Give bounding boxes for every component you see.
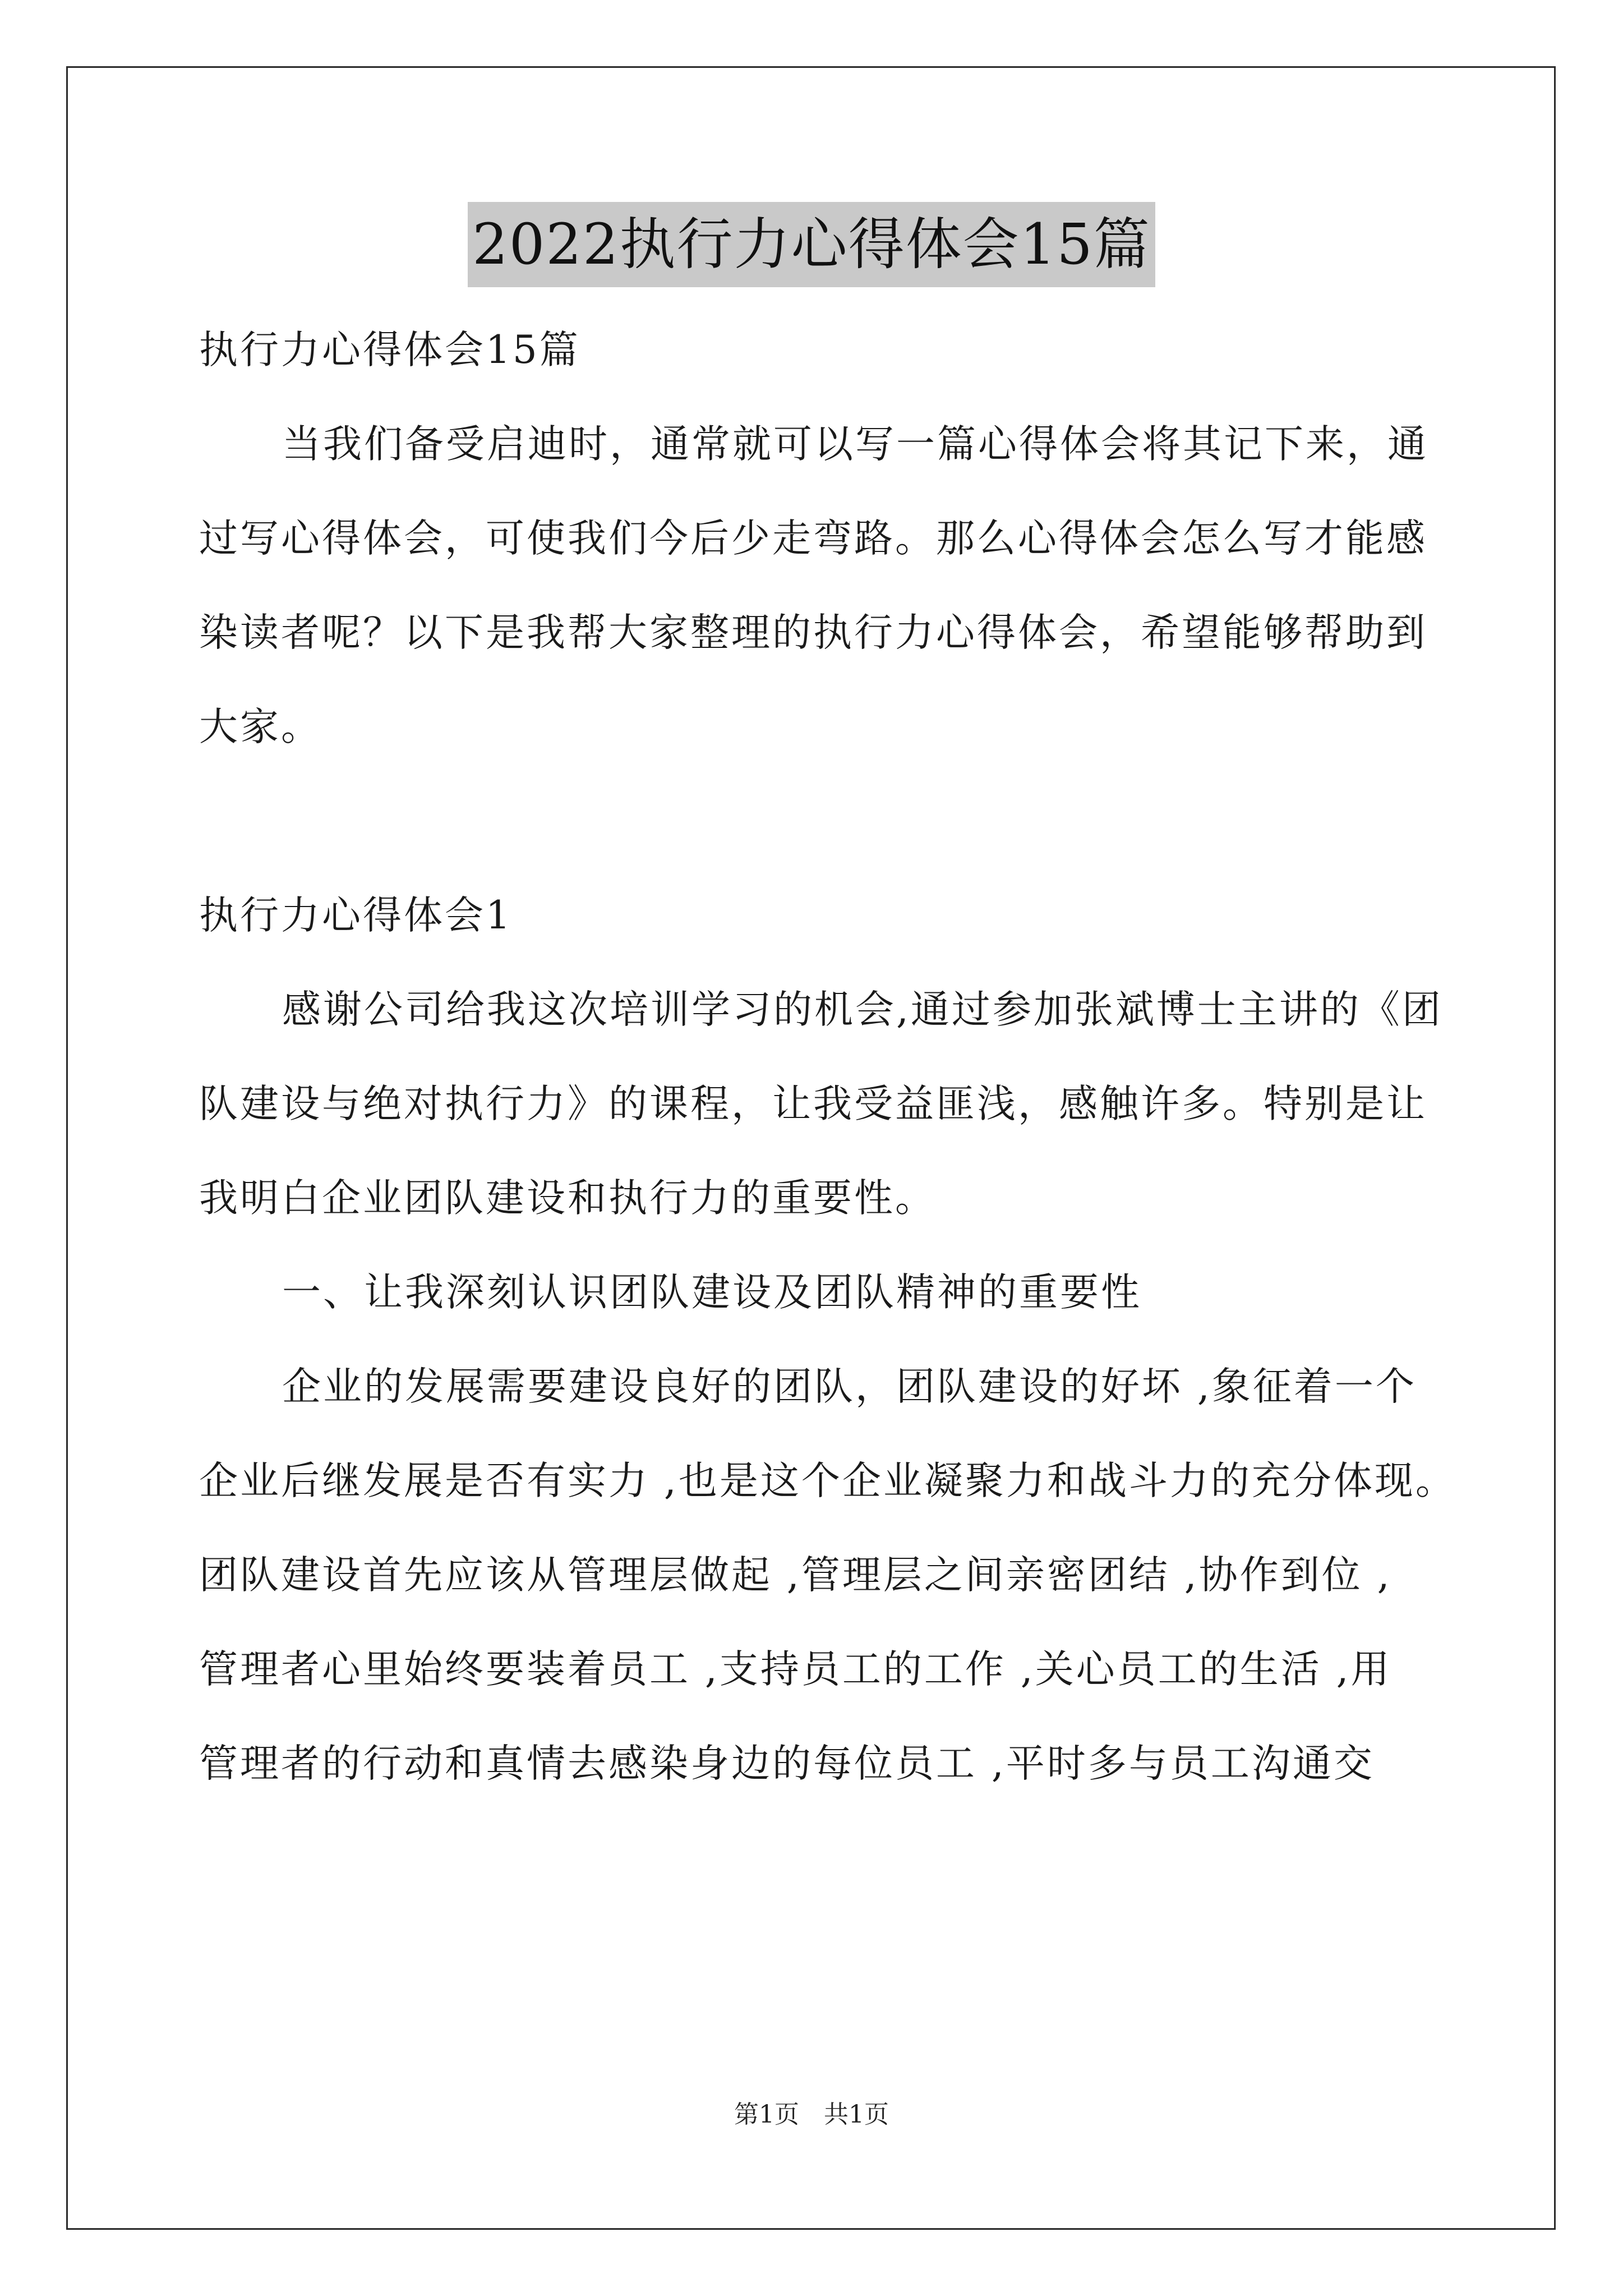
page-footer: 第1页 共1页 bbox=[734, 2100, 889, 2129]
intro-line-3: 染读者呢？以下是我帮大家整理的执行力心得体会，希望能够帮助到 bbox=[199, 610, 1427, 655]
title-container bbox=[0, 202, 1623, 287]
para1-line-3: 我明白企业团队建设和执行力的重要性。 bbox=[199, 1176, 936, 1221]
para1-line-2: 队建设与绝对执行力》的课程，让我受益匪浅，感触许多。特别是让 bbox=[199, 1082, 1427, 1126]
document-body bbox=[199, 303, 1456, 1811]
intro-line-2: 过写心得体会，可使我们今后少走弯路。那么心得体会怎么写才能感 bbox=[199, 516, 1427, 561]
para2-line-2: 企业后继发展是否有实力 ,也是这个企业凝聚力和战斗力的充分体现。 bbox=[199, 1458, 1456, 1503]
para2-line-4: 管理者心里始终要装着员工 ,支持员工的工作 ,关心员工的生活 ,用 bbox=[199, 1647, 1392, 1692]
para1-line-1: 感谢公司给我这次培训学习的机会,通过参加张斌博士主讲的《团 bbox=[282, 987, 1443, 1032]
intro-line-1: 当我们备受启迪时，通常就可以写一篇心得体会将其记下来，通 bbox=[282, 422, 1428, 467]
section-heading-1: 执行力心得体会1 bbox=[199, 893, 513, 938]
point-heading-1: 一、让我深刻认识团队建设及团队精神的重要性 bbox=[282, 1270, 1142, 1315]
paragraph-gap bbox=[199, 774, 1450, 868]
para2-line-5: 管理者的行动和真情去感染身边的每位员工 ,平时多与员工沟通交 bbox=[199, 1741, 1375, 1786]
para2-line-1: 企业的发展需要建设良好的团队，团队建设的好坏 ,象征着一个 bbox=[282, 1364, 1417, 1409]
intro-line-4: 大家。 bbox=[199, 705, 322, 749]
para2-line-3: 团队建设首先应该从管理层做起 ,管理层之间亲密团结 ,协作到位 , bbox=[199, 1553, 1392, 1598]
subtitle-line: 执行力心得体会15篇 bbox=[199, 328, 580, 372]
document-title: 2022执行力心得体会15篇 bbox=[468, 202, 1155, 287]
